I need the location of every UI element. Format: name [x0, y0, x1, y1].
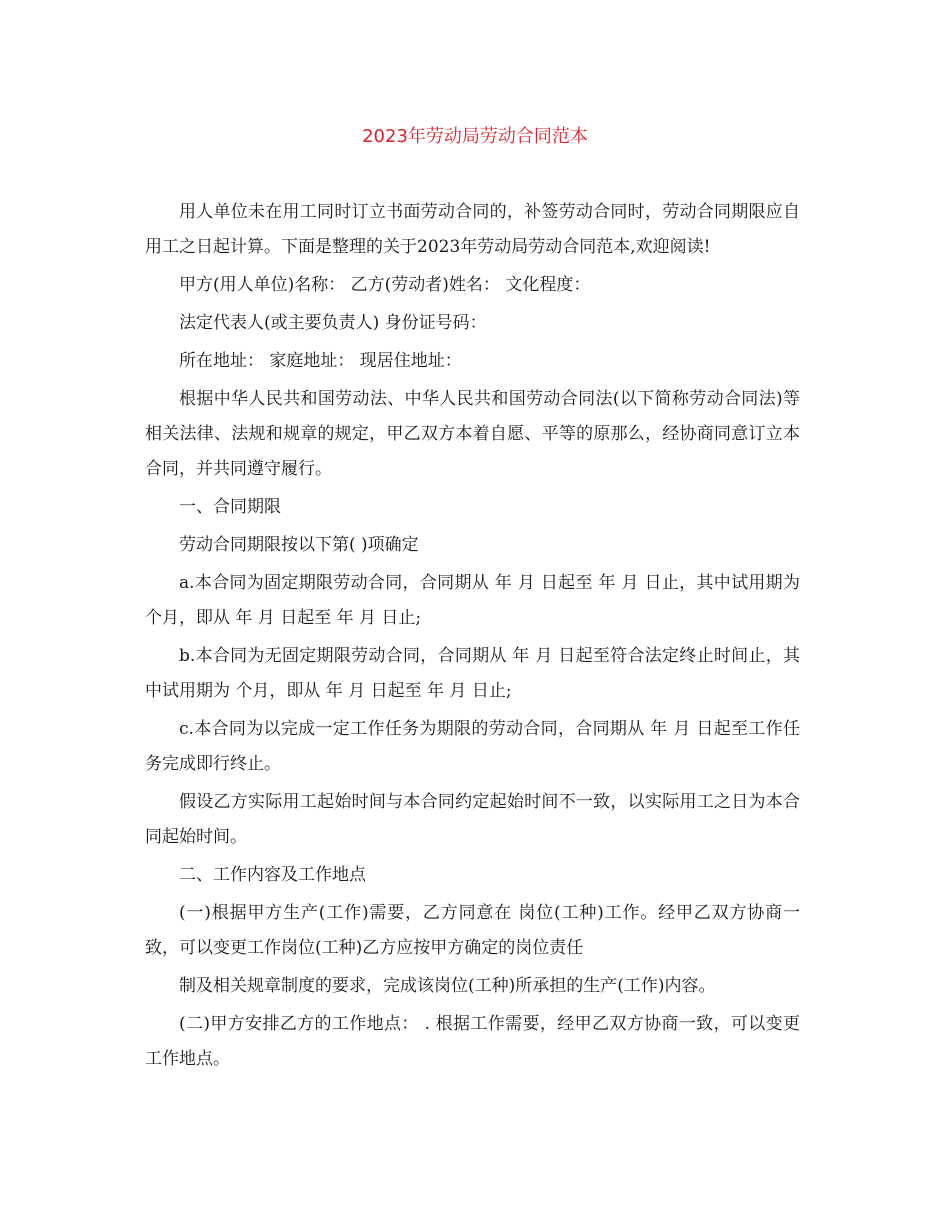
paragraph-party-a-name: 甲方(用人单位)名称： 乙方(劳动者)姓名： 文化程度： [179, 275, 591, 295]
paragraph-work-location: (二)甲方安排乙方的工作地点： . 根据工作需要，经甲乙双方协商一致，可以变更工作地点。 [145, 1014, 800, 1069]
section-heading-contract-term: 一、合同期限 [179, 497, 281, 517]
paragraph-addresses: 所在地址： 家庭地址： 现居住地址： [179, 351, 462, 371]
paragraph-term-option-c: c.本合同为以完成一定工作任务为期限的劳动合同，合同期从 年 月 日起至工作任务完成即行终止。 [145, 719, 800, 774]
paragraph-work-position: (一)根据甲方生产(工作)需要，乙方同意在 岗位(工种)工作。经甲乙双方协商一致，可以变更工作岗位(工种)乙方应按甲方确定的岗位责任 [145, 903, 800, 958]
section-heading-work-content: 二、工作内容及工作地点 [179, 865, 366, 885]
paragraph-work-responsibility: 制及相关规章制度的要求，完成该岗位(工种)所承担的生产(工作)内容。 [179, 976, 716, 996]
document-title: 2023年劳动局劳动合同范本 [362, 126, 588, 147]
paragraph-legal-representative: 法定代表人(或主要负责人) 身份证号码： [179, 313, 487, 333]
paragraph-term-selection: 劳动合同期限按以下第( )项确定 [179, 535, 419, 555]
paragraph-term-option-b: b.本合同为无固定期限劳动合同，合同期从 年 月 日起至符合法定终止时间止，其中试用期为 个月，即从 年 月 日起至 年 月 日止; [145, 646, 800, 701]
paragraph-legal-basis: 根据中华人民共和国劳动法、中华人民共和国劳动合同法(以下简称劳动合同法)等相关法律、法规和规章的规定，甲乙双方本着自愿、平等的原那么，经协商同意订立本合同，并共同遵守履行。 [145, 389, 800, 479]
paragraph-term-option-a: a.本合同为固定期限劳动合同，合同期从 年 月 日起至 年 月 日止，其中试用期为 个月，即从 年 月 日起至 年 月 日止; [145, 573, 800, 628]
paragraph-intro: 用人单位未在用工同时订立书面劳动合同的，补签劳动合同时，劳动合同期限应自用工之日起计算。下面是整理的关于2023年劳动局劳动合同范本,欢迎阅读! [145, 202, 800, 257]
document-body [145, 195, 800, 1080]
paragraph-start-time: 假设乙方实际用工起始时间与本合同约定起始时间不一致，以实际用工之日为本合同起始时间。 [145, 792, 800, 847]
